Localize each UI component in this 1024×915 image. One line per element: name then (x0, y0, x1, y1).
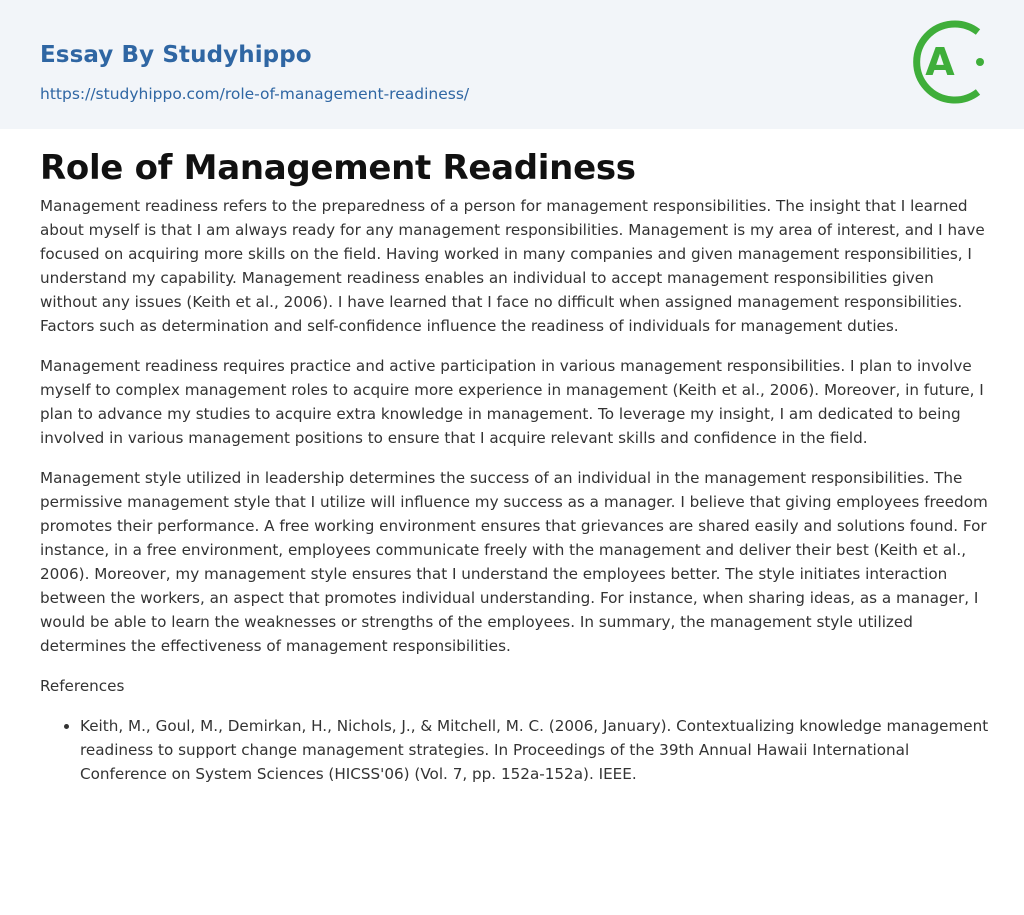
site-header (0, 0, 1024, 129)
reference-item: • Keith, M., Goul, M., Demirkan, H., Nichols, J., & Mitchell, M. C. (2006, January). Contextualizing knowledge management readiness to support change management strategies. In Proceedings of the 39th Annual Hawaii International Conference on System Sciences (HICSS'06) (Vol. 7, pp. 152a-152a). IEEE. (80, 714, 990, 786)
paragraph-2: Management readiness requires practice and active participation in various management responsibilities. I plan to involve myself to complex management roles to acquire more experience in management (Keith et al., 2006). Moreover, in future, I plan to advance my studies to acquire extra knowledge in management. To leverage my insight, I am dedicated to being involved in various management positions to ensure that I acquire relevant skills and confidence in the field. (40, 357, 984, 447)
logo-letter: A (925, 40, 955, 84)
references-heading: References (40, 677, 125, 695)
article (40, 146, 990, 786)
studyhippo-logo-icon[interactable] (912, 19, 988, 105)
paragraph-3: Management style utilized in leadership determines the success of an individual in the management responsibilities. The permissive management style that I utilize will influence my success as a manager. I believe that giving employees freedom promotes their performance. A free working environment ensures that grievances are shared easily and solutions found. For instance, in a free environment, employees communicate freely with the management and deliver their best (Keith et al., 2006). Moreover, my management style ensures that I understand the employees better. The style initiates interaction between the workers, an aspect that promotes individual understanding. For instance, when sharing ideas, as a manager, I would be able to learn the weaknesses or strengths of the employees. In summary, the management style utilized determines the effectiveness of management responsibilities. (40, 469, 988, 655)
page-url-link[interactable]: https://studyhippo.com/role-of-management-readiness/ (40, 85, 470, 103)
page-title: Role of Management Readiness (40, 148, 636, 188)
paragraph-1: Management readiness refers to the preparedness of a person for management responsibilities. The insight that I learned about myself is that I am always ready for any management responsibilities. Management is my area of interest, and I have focused on acquiring more skills on the field. Having worked in many companies and given management responsibilities, I understand my capability. Management readiness enables an individual to accept management responsibilities given without any issues (Keith et al., 2006). I have learned that I face no difficult when assigned management responsibilities. Factors such as determination and self-confidence influence the readiness of individuals for management duties. (40, 197, 985, 335)
brand-title[interactable]: Essay By Studyhippo (40, 42, 312, 68)
references-list (40, 714, 990, 786)
